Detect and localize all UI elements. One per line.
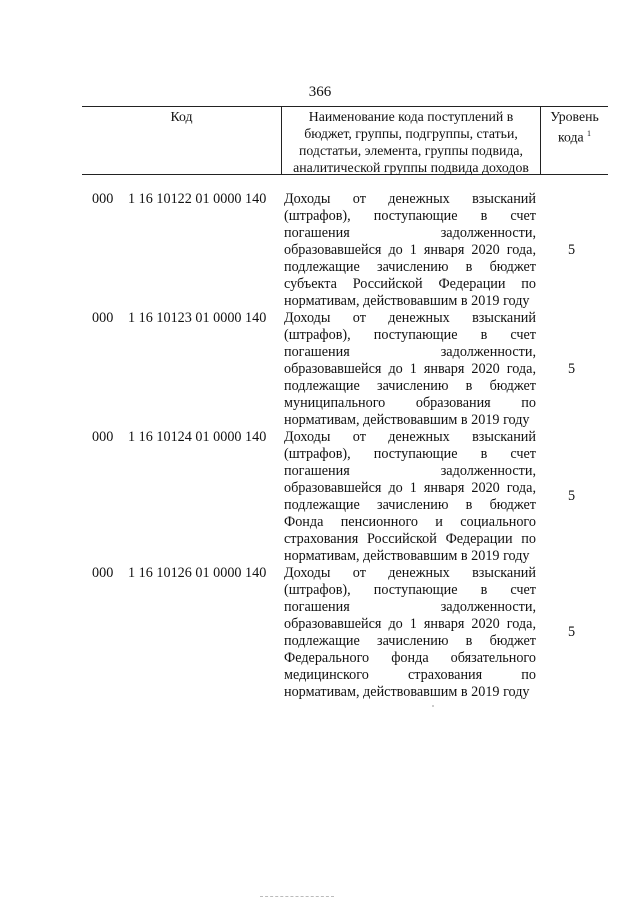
description-line: (штрафов), поступающие в счет xyxy=(284,582,536,598)
description-line: погашения задолженности, xyxy=(284,225,536,241)
admin-code: 000 xyxy=(92,429,114,445)
header-name-line: Наименование кода поступлений в xyxy=(308,109,514,124)
description-line: нормативам, действовавшим в 2019 году xyxy=(284,548,530,564)
description-line: подлежащие зачислению в бюджет xyxy=(284,497,536,513)
description-line: (штрафов), поступающие в счет xyxy=(284,446,536,462)
description-line: медицинского страхования по xyxy=(284,667,536,683)
description-line: (штрафов), поступающие в счет xyxy=(284,327,536,343)
table-header xyxy=(82,106,608,175)
revenue-code: 1 16 10122 01 0000 140 xyxy=(128,191,267,207)
header-code: Код xyxy=(170,109,193,124)
description-line: (штрафов), поступающие в счет xyxy=(284,208,536,224)
scan-mark xyxy=(260,896,334,897)
code-level: 5 xyxy=(568,624,576,640)
description-line: страхования Российской Федерации по xyxy=(284,531,536,547)
description-line: образовавшейся до 1 января 2020 года, xyxy=(284,616,536,632)
code-level: 5 xyxy=(568,361,576,377)
header-level-text: кода xyxy=(557,129,584,145)
description-line: подлежащие зачислению в бюджет xyxy=(284,633,536,649)
admin-code: 000 xyxy=(92,565,114,581)
description-line: нормативам, действовавшим в 2019 году xyxy=(284,412,530,428)
code-level: 5 xyxy=(568,488,576,504)
description-line: Доходы от денежных взысканий xyxy=(284,310,536,326)
description-line: Доходы от денежных взысканий xyxy=(284,429,536,445)
description-line: подлежащие зачислению в бюджет xyxy=(284,259,536,275)
description-line: образовавшейся до 1 января 2020 года, xyxy=(284,361,536,377)
description-line: Доходы от денежных взысканий xyxy=(284,565,536,581)
admin-code: 000 xyxy=(92,310,114,326)
admin-code: 000 xyxy=(92,191,114,207)
description-line: Доходы от денежных взысканий xyxy=(284,191,536,207)
table-row xyxy=(0,191,640,310)
header-level xyxy=(540,107,608,174)
description-line: нормативам, действовавшим в 2019 году xyxy=(284,684,530,700)
revenue-code: 1 16 10126 01 0000 140 xyxy=(128,565,267,581)
table-body xyxy=(0,191,640,701)
table-row xyxy=(0,429,640,565)
revenue-description xyxy=(284,565,536,701)
header-level-line2 xyxy=(541,125,608,146)
revenue-description xyxy=(284,191,536,310)
header-name-line: подстатьи, элемента, группы подвида, xyxy=(299,143,523,158)
header-name-line: бюджет, группы, подгруппы, статьи, xyxy=(304,126,518,141)
revenue-description xyxy=(284,310,536,429)
description-line: муниципального образования по xyxy=(284,395,536,411)
header-level-line: Уровень xyxy=(550,109,599,124)
table-row xyxy=(0,565,640,701)
description-line: субъекта Российской Федерации по xyxy=(284,276,536,292)
description-line: нормативам, действовавшим в 2019 году xyxy=(284,293,530,309)
revenue-code: 1 16 10124 01 0000 140 xyxy=(128,429,267,445)
description-line: погашения задолженности, xyxy=(284,344,536,360)
description-line: подлежащие зачислению в бюджет xyxy=(284,378,536,394)
description-line: погашения задолженности, xyxy=(284,463,536,479)
revenue-code: 1 16 10123 01 0000 140 xyxy=(128,310,267,326)
scan-dot xyxy=(432,705,434,707)
header-name-line: аналитической группы подвида доходов xyxy=(293,160,529,175)
description-line: образовавшейся до 1 января 2020 года, xyxy=(284,242,536,258)
description-line: погашения задолженности, xyxy=(284,599,536,615)
description-line: образовавшейся до 1 января 2020 года, xyxy=(284,480,536,496)
revenue-description xyxy=(284,429,536,565)
footnote-mark: 1 xyxy=(587,129,592,138)
code-level: 5 xyxy=(568,242,576,258)
description-line: Фонда пенсионного и социального xyxy=(284,514,536,530)
page-number: 366 xyxy=(308,84,332,100)
table-row xyxy=(0,310,640,429)
header-name xyxy=(281,107,540,174)
description-line: Федерального фонда обязательного xyxy=(284,650,536,666)
